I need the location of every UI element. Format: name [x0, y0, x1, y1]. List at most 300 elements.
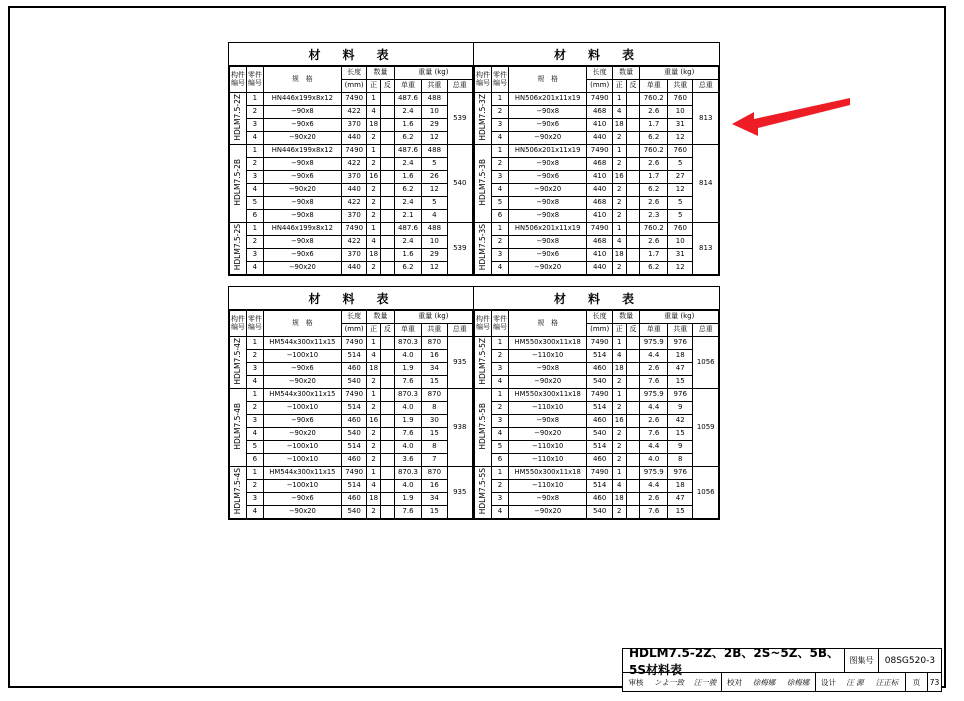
sub-weight-cell: 488	[422, 145, 447, 158]
header-unit-weight: 单重	[640, 324, 668, 337]
header-unit-weight: 单重	[640, 80, 668, 93]
item-number-cell: 6	[246, 454, 263, 467]
item-number-cell: 4	[246, 506, 263, 519]
total-weight-cell: 539	[447, 223, 472, 275]
item-number-cell: 4	[246, 184, 263, 197]
part-number-cell	[230, 223, 247, 275]
sub-weight-cell: 15	[422, 506, 447, 519]
unit-weight-cell: 6.2	[394, 184, 421, 197]
qty-front-cell: 16	[367, 171, 381, 184]
table-row	[475, 236, 719, 249]
header-spec: 规 格	[263, 67, 341, 93]
unit-weight-cell: 2.1	[394, 210, 421, 223]
table-row	[230, 262, 473, 275]
sub-weight-cell: 15	[422, 376, 447, 389]
item-number-cell: 4	[491, 132, 508, 145]
drawing-title: HDLM7.5-2Z、2B、2S~5Z、5B、5S材料表	[629, 645, 839, 677]
length-cell: 460	[341, 493, 366, 506]
sub-weight-cell: 34	[422, 363, 447, 376]
length-cell: 7490	[341, 93, 366, 106]
qty-back-cell	[626, 480, 640, 493]
qty-back-cell	[626, 337, 640, 350]
item-number-cell: 1	[246, 145, 263, 158]
sub-weight-cell: 12	[422, 184, 447, 197]
table-row	[475, 171, 719, 184]
item-number-cell: 4	[491, 262, 508, 275]
approve-signature-2: 汪一骏	[693, 677, 717, 687]
item-number-cell: 3	[491, 119, 508, 132]
length-cell: 7490	[587, 223, 612, 236]
unit-weight-cell: 6.2	[640, 262, 668, 275]
total-weight-cell: 1056	[693, 337, 719, 389]
qty-front-cell: 2	[612, 428, 626, 441]
spec-cell: −100x10	[263, 454, 341, 467]
header-item-no: 零件 编号	[491, 67, 508, 93]
page-label: 页	[905, 673, 927, 691]
qty-front-cell: 16	[612, 171, 626, 184]
qty-front-cell: 16	[612, 415, 626, 428]
table-row	[230, 249, 473, 262]
spec-cell: HM544x300x11x15	[263, 337, 341, 350]
spec-cell: −90x20	[508, 132, 586, 145]
qty-back-cell	[381, 262, 395, 275]
sub-weight-cell: 29	[422, 119, 447, 132]
qty-back-cell	[381, 493, 395, 506]
unit-weight-cell: 7.6	[640, 428, 668, 441]
qty-front-cell: 2	[612, 376, 626, 389]
length-cell: 370	[341, 249, 366, 262]
block-2-left-title: 材 料 表	[229, 287, 473, 310]
block-2-right-body	[474, 310, 719, 519]
qty-front-cell: 2	[367, 132, 381, 145]
part-number-label: HDLM7.5-2B	[233, 159, 242, 206]
sub-weight-cell: 42	[668, 415, 693, 428]
block-1-left-body	[229, 66, 473, 275]
table-row	[230, 184, 473, 197]
header-spec: 规 格	[508, 311, 586, 337]
qty-back-cell	[381, 236, 395, 249]
spec-cell: −90x6	[263, 415, 341, 428]
item-number-cell: 4	[491, 506, 508, 519]
sub-weight-cell: 29	[422, 249, 447, 262]
spec-cell: −110x10	[508, 350, 586, 363]
unit-weight-cell: 4.4	[640, 441, 668, 454]
spec-cell: −90x8	[508, 106, 586, 119]
item-number-cell: 6	[491, 210, 508, 223]
unit-weight-cell: 2.4	[394, 197, 421, 210]
length-cell: 460	[587, 415, 612, 428]
block-1-left-title: 材 料 表	[229, 43, 473, 66]
part-number-cell	[475, 337, 492, 389]
sub-weight-cell: 15	[668, 376, 693, 389]
table-row	[475, 223, 719, 236]
block-2-right-title: 材 料 表	[474, 287, 719, 310]
check-signature-2: 徐梅娜	[786, 677, 810, 687]
design-label: 设计	[815, 673, 841, 691]
spec-cell: −90x8	[263, 210, 341, 223]
sub-weight-cell: 488	[422, 223, 447, 236]
item-number-cell: 2	[246, 350, 263, 363]
length-cell: 440	[587, 262, 612, 275]
length-cell: 540	[341, 376, 366, 389]
qty-back-cell	[626, 506, 640, 519]
sub-weight-cell: 15	[668, 506, 693, 519]
page-number: 73	[927, 673, 941, 691]
header-unit-weight: 单重	[394, 324, 421, 337]
length-cell: 370	[341, 210, 366, 223]
spec-cell: −90x20	[508, 184, 586, 197]
item-number-cell: 2	[491, 402, 508, 415]
part-number-label: HDLM7.5-3S	[478, 224, 488, 271]
table-row	[475, 337, 719, 350]
item-number-cell: 2	[246, 106, 263, 119]
item-number-cell: 1	[491, 223, 508, 236]
qty-back-cell	[381, 223, 395, 236]
item-number-cell: 4	[246, 132, 263, 145]
unit-weight-cell: 2.3	[640, 210, 668, 223]
item-number-cell: 3	[491, 363, 508, 376]
item-number-cell: 3	[246, 363, 263, 376]
item-number-cell: 1	[491, 93, 508, 106]
table-row	[475, 467, 719, 480]
table-row	[230, 480, 473, 493]
unit-weight-cell: 7.6	[640, 376, 668, 389]
table-row	[475, 376, 719, 389]
length-cell: 514	[341, 480, 366, 493]
spec-cell: −90x6	[263, 363, 341, 376]
item-number-cell: 3	[246, 249, 263, 262]
sub-weight-cell: 10	[668, 106, 693, 119]
length-cell: 460	[587, 493, 612, 506]
header-sub-weight: 共重	[668, 324, 693, 337]
table-row	[230, 454, 473, 467]
sub-weight-cell: 12	[668, 262, 693, 275]
length-cell: 7490	[587, 337, 612, 350]
table-row	[230, 145, 473, 158]
header-length-unit: (mm)	[341, 80, 366, 93]
approve-signature: ンよ一致	[654, 677, 684, 687]
qty-front-cell: 18	[367, 249, 381, 262]
qty-back-cell	[626, 493, 640, 506]
qty-front-cell: 2	[612, 506, 626, 519]
unit-weight-cell: 2.6	[640, 236, 668, 249]
part-number-cell	[475, 467, 492, 519]
table-row	[230, 441, 473, 454]
length-cell: 468	[587, 106, 612, 119]
qty-back-cell	[626, 350, 640, 363]
qty-front-cell: 16	[367, 415, 381, 428]
length-cell: 7490	[341, 145, 366, 158]
part-number-label: HDLM7.5-2S	[233, 224, 242, 271]
unit-weight-cell: 2.6	[640, 415, 668, 428]
sub-weight-cell: 12	[668, 132, 693, 145]
qty-front-cell: 18	[367, 119, 381, 132]
table-row	[230, 223, 473, 236]
table-row	[230, 506, 473, 519]
table-row	[475, 106, 719, 119]
header-length: 长度	[341, 67, 366, 80]
design-signature: 汪 源	[846, 677, 864, 687]
block-1-right-body	[474, 66, 719, 275]
item-number-cell: 2	[491, 480, 508, 493]
unit-weight-cell: 2.6	[640, 363, 668, 376]
table-row	[230, 363, 473, 376]
atlas-number-label: 图集号	[844, 649, 878, 672]
length-cell: 514	[587, 350, 612, 363]
length-cell: 7490	[341, 337, 366, 350]
item-number-cell: 4	[246, 428, 263, 441]
spec-cell: −90x20	[263, 262, 341, 275]
item-number-cell: 1	[246, 93, 263, 106]
qty-front-cell: 2	[367, 441, 381, 454]
item-number-cell: 5	[246, 197, 263, 210]
qty-back-cell	[626, 158, 640, 171]
spec-cell: −90x20	[508, 428, 586, 441]
qty-front-cell: 2	[367, 158, 381, 171]
qty-front-cell: 4	[612, 236, 626, 249]
sub-weight-cell: 8	[668, 454, 693, 467]
qty-front-cell: 2	[367, 197, 381, 210]
sub-weight-cell: 870	[422, 389, 447, 402]
item-number-cell: 2	[491, 158, 508, 171]
block-1-left-table	[229, 43, 474, 275]
sub-weight-cell: 8	[422, 402, 447, 415]
header-part-no: 构件 编号	[475, 311, 492, 337]
qty-front-cell: 2	[367, 506, 381, 519]
length-cell: 460	[341, 454, 366, 467]
unit-weight-cell: 2.4	[394, 236, 421, 249]
table-header-row	[475, 311, 719, 324]
header-sub-weight: 共重	[422, 80, 447, 93]
qty-back-cell	[381, 467, 395, 480]
table-row	[475, 350, 719, 363]
length-cell: 460	[587, 363, 612, 376]
sub-weight-cell: 15	[422, 428, 447, 441]
table-row	[475, 363, 719, 376]
unit-weight-cell: 870.3	[394, 337, 421, 350]
header-length-unit: (mm)	[341, 324, 366, 337]
table-row	[475, 119, 719, 132]
qty-back-cell	[381, 363, 395, 376]
sub-weight-cell: 760	[668, 93, 693, 106]
length-cell: 422	[341, 197, 366, 210]
qty-front-cell: 18	[612, 363, 626, 376]
qty-front-cell: 18	[612, 119, 626, 132]
spec-cell: HN446x199x8x12	[263, 93, 341, 106]
unit-weight-cell: 6.2	[640, 184, 668, 197]
header-total-weight: 总重	[447, 324, 472, 337]
qty-front-cell: 1	[367, 389, 381, 402]
length-cell: 7490	[587, 145, 612, 158]
qty-back-cell	[626, 184, 640, 197]
sub-weight-cell: 12	[422, 262, 447, 275]
length-cell: 370	[341, 119, 366, 132]
table-row	[230, 467, 473, 480]
unit-weight-cell: 1.7	[640, 119, 668, 132]
item-number-cell: 2	[491, 236, 508, 249]
header-item-no: 零件 编号	[491, 311, 508, 337]
table-row	[230, 210, 473, 223]
sub-weight-cell: 16	[422, 350, 447, 363]
title-block-row-signatures	[623, 673, 941, 691]
unit-weight-cell: 1.9	[394, 363, 421, 376]
sub-weight-cell: 12	[422, 132, 447, 145]
table-row	[475, 428, 719, 441]
header-qty-back: 反	[381, 324, 395, 337]
item-number-cell: 3	[246, 171, 263, 184]
sub-weight-cell: 976	[668, 467, 693, 480]
qty-front-cell: 2	[612, 184, 626, 197]
part-number-cell	[230, 93, 247, 145]
item-number-cell: 3	[246, 119, 263, 132]
sub-weight-cell: 5	[422, 197, 447, 210]
spec-cell: −90x8	[263, 236, 341, 249]
table-row	[475, 93, 719, 106]
unit-weight-cell: 975.9	[640, 389, 668, 402]
qty-back-cell	[626, 389, 640, 402]
table-row	[230, 376, 473, 389]
table-row	[475, 402, 719, 415]
length-cell: 540	[587, 506, 612, 519]
spec-cell: −90x8	[508, 197, 586, 210]
unit-weight-cell: 870.3	[394, 467, 421, 480]
item-number-cell: 4	[491, 428, 508, 441]
qty-back-cell	[626, 363, 640, 376]
qty-front-cell: 2	[367, 402, 381, 415]
table-row	[230, 389, 473, 402]
length-cell: 514	[587, 441, 612, 454]
table-header-row	[475, 67, 719, 80]
approve-label: 审核	[628, 677, 644, 687]
sub-weight-cell: 47	[668, 363, 693, 376]
length-cell: 422	[341, 236, 366, 249]
table-row	[230, 337, 473, 350]
table-row	[475, 454, 719, 467]
sub-weight-cell: 16	[422, 480, 447, 493]
qty-back-cell	[626, 223, 640, 236]
length-cell: 468	[587, 197, 612, 210]
title-block-row-main	[623, 645, 941, 677]
unit-weight-cell: 1.6	[394, 171, 421, 184]
header-item-no: 零件 编号	[246, 311, 263, 337]
table-row	[230, 493, 473, 506]
qty-back-cell	[626, 236, 640, 249]
header-qty-front: 正	[612, 80, 626, 93]
sub-weight-cell: 47	[668, 493, 693, 506]
spec-cell: −90x20	[508, 262, 586, 275]
table-row	[475, 158, 719, 171]
qty-back-cell	[381, 210, 395, 223]
table-row	[230, 93, 473, 106]
part-number-label: HDLM7.5-5Z	[478, 338, 488, 385]
table-row	[230, 428, 473, 441]
qty-front-cell: 4	[367, 236, 381, 249]
table-row	[475, 415, 719, 428]
spec-cell: −90x6	[263, 119, 341, 132]
spec-cell: −90x6	[263, 171, 341, 184]
spec-cell: HM550x300x11x18	[508, 389, 586, 402]
unit-weight-cell: 4.4	[640, 402, 668, 415]
sub-weight-cell: 30	[422, 415, 447, 428]
length-cell: 440	[587, 184, 612, 197]
qty-front-cell: 2	[612, 132, 626, 145]
qty-back-cell	[381, 506, 395, 519]
spec-cell: −100x10	[263, 480, 341, 493]
sub-weight-cell: 9	[668, 402, 693, 415]
qty-back-cell	[626, 132, 640, 145]
spec-cell: HM544x300x11x15	[263, 467, 341, 480]
spec-cell: −90x20	[263, 184, 341, 197]
block-1-right-table	[474, 43, 719, 275]
qty-back-cell	[381, 197, 395, 210]
unit-weight-cell: 1.7	[640, 171, 668, 184]
check-label: 校对	[721, 673, 747, 691]
total-weight-cell: 1059	[693, 389, 719, 467]
table-row	[475, 132, 719, 145]
part-number-cell	[475, 223, 492, 275]
length-cell: 370	[341, 171, 366, 184]
length-cell: 410	[587, 171, 612, 184]
table-row	[475, 506, 719, 519]
block-2-right-table	[474, 287, 719, 519]
qty-front-cell: 2	[367, 210, 381, 223]
spec-cell: HM544x300x11x15	[263, 389, 341, 402]
header-weight: 重量 (kg)	[640, 311, 719, 324]
length-cell: 514	[587, 480, 612, 493]
part-number-cell	[475, 93, 492, 145]
sub-weight-cell: 5	[668, 197, 693, 210]
unit-weight-cell: 1.6	[394, 249, 421, 262]
design-signature-2: 汪正标	[875, 677, 899, 687]
part-number-cell	[230, 389, 247, 467]
table-row	[475, 184, 719, 197]
sub-weight-cell: 18	[668, 350, 693, 363]
qty-front-cell: 1	[367, 337, 381, 350]
spec-cell: −110x10	[508, 454, 586, 467]
qty-back-cell	[626, 197, 640, 210]
length-cell: 468	[587, 236, 612, 249]
unit-weight-cell: 487.6	[394, 145, 421, 158]
qty-back-cell	[626, 415, 640, 428]
item-number-cell: 2	[491, 106, 508, 119]
header-qty-front: 正	[367, 324, 381, 337]
page-border	[8, 6, 946, 688]
part-number-label: HDLM7.5-4B	[233, 403, 242, 450]
material-table	[229, 310, 473, 519]
material-table	[229, 66, 473, 275]
part-number-label: HDLM7.5-2Z	[233, 94, 242, 141]
item-number-cell: 3	[246, 415, 263, 428]
qty-back-cell	[381, 454, 395, 467]
table-row	[230, 236, 473, 249]
unit-weight-cell: 1.9	[394, 415, 421, 428]
header-weight: 重量 (kg)	[640, 67, 719, 80]
item-number-cell: 4	[246, 262, 263, 275]
header-qty: 数量	[367, 311, 394, 324]
sub-weight-cell: 31	[668, 119, 693, 132]
unit-weight-cell: 760.2	[640, 223, 668, 236]
unit-weight-cell: 975.9	[640, 337, 668, 350]
unit-weight-cell: 6.2	[394, 262, 421, 275]
table-row	[475, 389, 719, 402]
header-part-no: 构件 编号	[230, 67, 247, 93]
unit-weight-cell: 870.3	[394, 389, 421, 402]
qty-back-cell	[626, 402, 640, 415]
qty-back-cell	[381, 145, 395, 158]
atlas-number-value: 08SG520-3	[878, 649, 941, 672]
spec-cell: −110x10	[508, 402, 586, 415]
item-number-cell: 1	[246, 223, 263, 236]
